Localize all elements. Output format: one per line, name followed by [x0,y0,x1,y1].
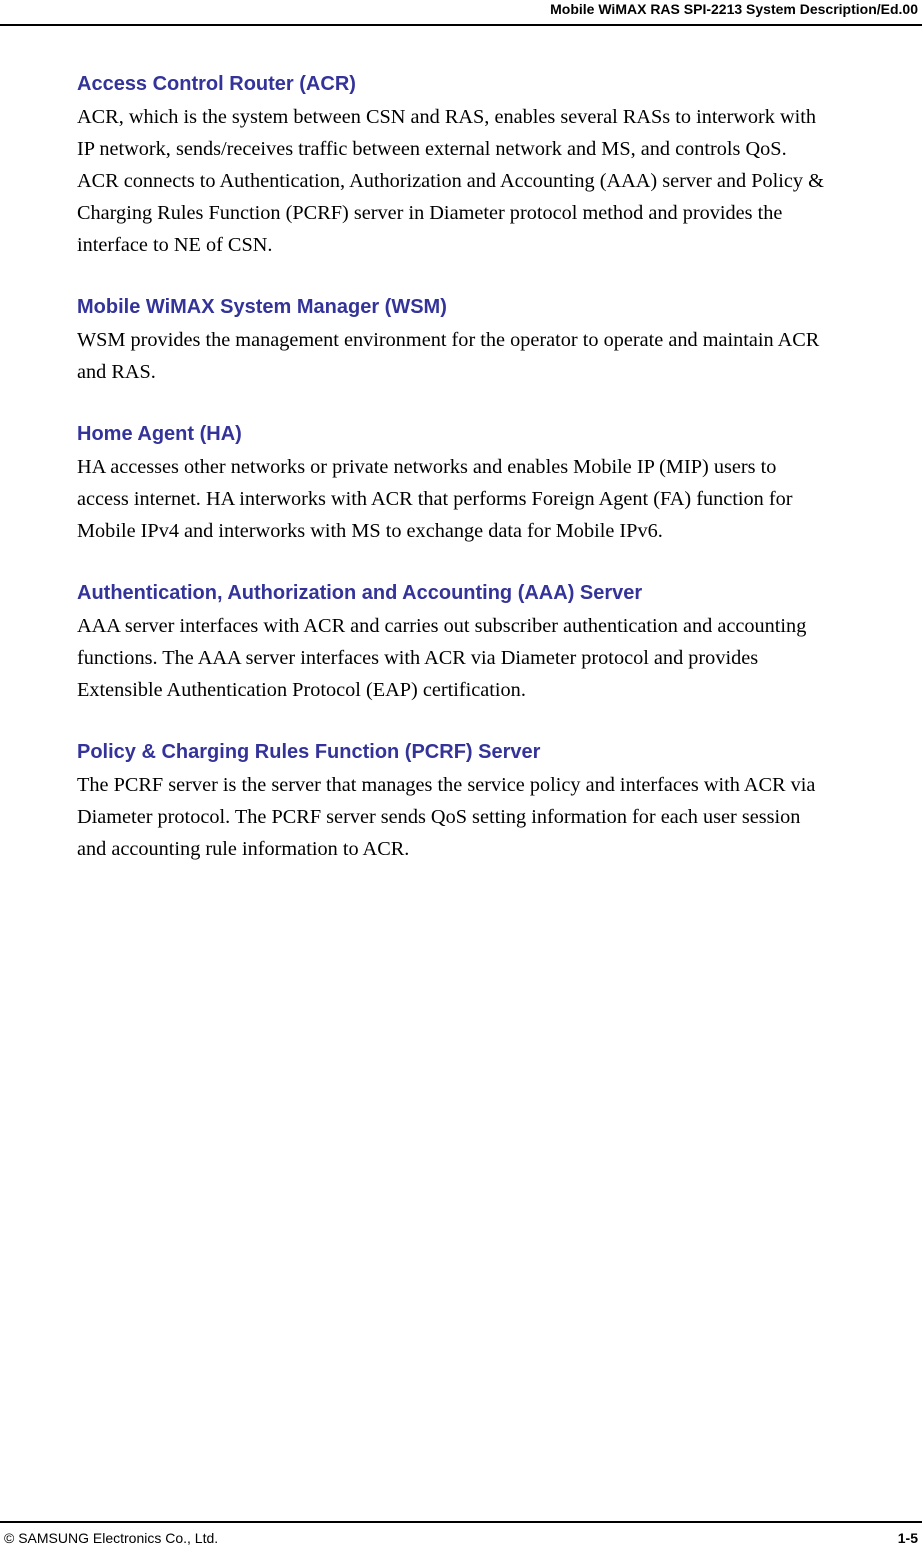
paragraph-line: WSM provides the management environment for the operator to operate and maintain ACR [77,329,820,351]
section-pcrf-server [77,738,922,865]
paragraph-line: interface to NE of CSN. [77,234,273,256]
section-paragraph [77,324,922,388]
section-paragraph [77,610,922,706]
section-heading: Home Agent (HA) [77,423,242,445]
section-heading: Authentication, Authorization and Accounting (AAA) Server [77,582,643,604]
document-title: Mobile WiMAX RAS SPI-2213 System Description/Ed.00 [550,1,918,17]
page-number: 1-5 [897,1530,918,1546]
paragraph-line: and RAS. [77,361,156,383]
paragraph-line: access internet. HA interworks with ACR that performs Foreign Agent (FA) function for [77,488,793,510]
section-wsm [77,293,922,388]
paragraph-line: functions. The AAA server interfaces with ACR via Diameter protocol and provides [77,647,759,669]
section-aaa-server [77,579,922,706]
section-heading: Policy & Charging Rules Function (PCRF) Server [77,741,541,763]
paragraph-line: and accounting rule information to ACR. [77,838,410,860]
section-paragraph [77,451,922,547]
section-ha [77,420,922,547]
section-heading: Mobile WiMAX System Manager (WSM) [77,296,447,318]
section-heading: Access Control Router (ACR) [77,73,356,95]
section-paragraph [77,101,922,261]
paragraph-line: Extensible Authentication Protocol (EAP) certification. [77,679,526,701]
paragraph-line: Diameter protocol. The PCRF server sends QoS setting information for each user session [77,806,801,828]
copyright-notice: © SAMSUNG Electronics Co., Ltd. [4,1530,219,1546]
page-content [77,70,922,897]
paragraph-line: ACR connects to Authentication, Authorization and Accounting (AAA) server and Policy & [77,170,824,192]
paragraph-line: HA accesses other networks or private networks and enables Mobile IP (MIP) users to [77,456,777,478]
paragraph-line: Charging Rules Function (PCRF) server in Diameter protocol method and provides the [77,202,783,224]
page-header [0,0,922,26]
paragraph-line: ACR, which is the system between CSN and RAS, enables several RASs to interwork with [77,106,817,128]
paragraph-line: AAA server interfaces with ACR and carries out subscriber authentication and accounting [77,615,807,637]
page-footer [0,1521,922,1551]
paragraph-line: Mobile IPv4 and interworks with MS to exchange data for Mobile IPv6. [77,520,663,542]
section-paragraph [77,769,922,865]
paragraph-line: The PCRF server is the server that manages the service policy and interfaces with ACR via [77,774,816,796]
section-acr [77,70,922,261]
paragraph-line: IP network, sends/receives traffic between external network and MS, and controls QoS. [77,138,787,160]
